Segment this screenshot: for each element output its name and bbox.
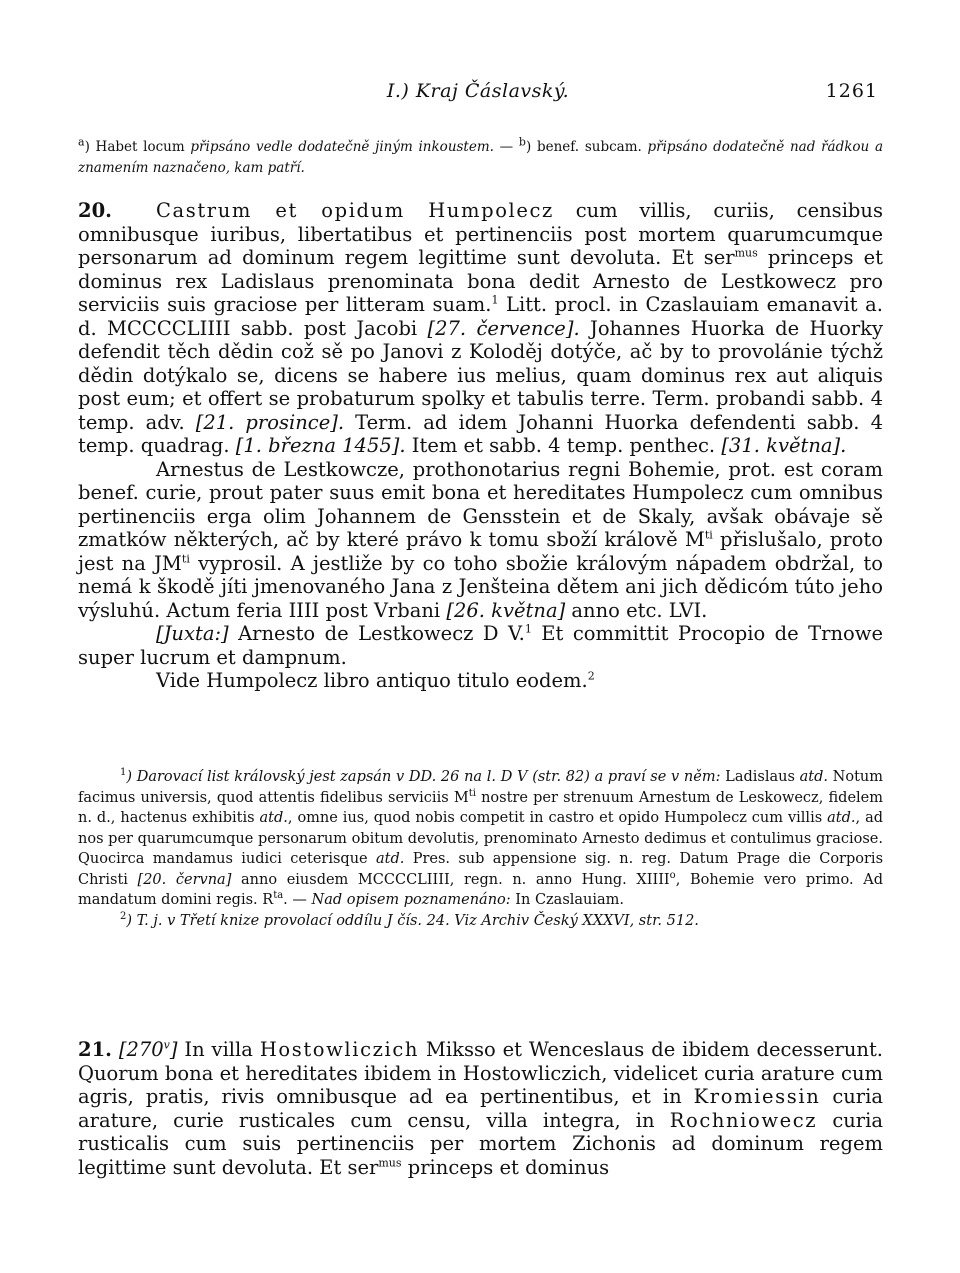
superscript: mus bbox=[734, 246, 758, 260]
note-dash: — bbox=[493, 139, 519, 155]
entry-text: Castrum et opidum Humpolecz bbox=[156, 199, 554, 222]
entry-text: Arnesto de Lestkowecz D V. bbox=[228, 622, 525, 645]
footnote-marker: 2 bbox=[120, 910, 127, 922]
footnote-italic: Nad opisem poznamenáno: bbox=[311, 892, 511, 908]
footnote-ref: 1 bbox=[491, 293, 499, 307]
page-header bbox=[78, 80, 878, 110]
footnote-ref: 1 bbox=[524, 622, 532, 636]
entry-text: curia arature, curie rusticales cum censu, villa integra, in bbox=[78, 1085, 883, 1132]
place-name: Rochniowecz bbox=[669, 1108, 818, 1132]
footnote-italic: atd. bbox=[375, 851, 405, 867]
entry-20 bbox=[78, 199, 883, 693]
footnote-text: Ladislaus bbox=[720, 769, 800, 785]
footnote-text: Pres. sub appensione sig. n. reg. Datum Prage die Corporis Christi bbox=[78, 851, 884, 888]
entry-text: In villa bbox=[177, 1038, 260, 1061]
entry-21-paragraph-1 bbox=[78, 1038, 883, 1179]
footnote-text: , omne ius, quod nobis competit in castro et opido Humpolecz cum villis bbox=[287, 810, 828, 826]
entry-20-paragraph-2 bbox=[78, 458, 883, 623]
footnote-italic: atd. bbox=[799, 769, 828, 785]
date-note: [21. prosince]. bbox=[195, 410, 345, 434]
entry-text: princeps et dominus bbox=[401, 1155, 610, 1179]
footnote-text: anno eiusdem MCCCCLIIII, regn. n. anno Hung. XIIII bbox=[231, 871, 670, 888]
footnote-text: Notum facimus universis, quod attentis fidelibus serviciis M bbox=[78, 769, 884, 806]
running-title: I.) Kraj Čáslavský. bbox=[386, 80, 570, 102]
place-name: Hostowliczich bbox=[259, 1038, 420, 1061]
footnote-text: In Czaslauiam. bbox=[510, 892, 625, 908]
entry-20-paragraph-3 bbox=[78, 622, 883, 669]
entry-text: curia rusticalis cum suis pertinenciis per mortem Zichonis ad dominum regem legittime sunt devoluta. Et ser bbox=[78, 1108, 883, 1179]
superscript: o bbox=[669, 869, 676, 881]
entry-number: 20. bbox=[78, 199, 112, 222]
note-text: ) Habet locum bbox=[84, 139, 191, 155]
date-note: [31. května]. bbox=[721, 434, 847, 457]
folio-text: [270 bbox=[118, 1038, 164, 1061]
footnote-italic: atd. bbox=[259, 810, 288, 826]
note-italic: připsáno dodatečně nad řádkou a znamením naznačeno, kam patří. bbox=[78, 139, 883, 176]
footnote-1 bbox=[78, 767, 883, 911]
entry-21 bbox=[78, 1038, 883, 1179]
superscript: mus bbox=[378, 1156, 402, 1169]
footnotes bbox=[78, 767, 883, 931]
footnote-italic: [20. června] bbox=[137, 871, 232, 888]
superscript: v bbox=[163, 1038, 170, 1052]
note-italic: připsáno vedle dodatečně jiným inkoustem. bbox=[190, 139, 494, 155]
editorial-note: [Juxta:] bbox=[156, 622, 229, 645]
date-note: [27. července]. bbox=[427, 316, 580, 340]
superscript: ta bbox=[273, 890, 284, 902]
place-name: Kromiessin bbox=[693, 1085, 821, 1108]
footnote-italic: atd. bbox=[827, 810, 856, 826]
footnote-text: . — bbox=[283, 892, 312, 908]
entry-text: Miksso et Wenceslaus de ibidem decesserunt. Quorum bona et hereditates ibidem in Hostowliczich, videlicet curia arature cum agris, pratis, rivis omnibusque ad ea pertinentibus, et in bbox=[78, 1038, 884, 1108]
folio-reference bbox=[119, 1038, 178, 1061]
entry-text: Item et sabb. 4 temp. penthec. bbox=[405, 434, 722, 457]
entry-text: Et committit Procopio de Trnowe super lucrum et dampnum. bbox=[78, 622, 883, 669]
note-marker-b: b bbox=[518, 135, 526, 149]
entry-text: Vide Humpolecz libro antiquo titulo eodem. bbox=[156, 669, 588, 692]
superscript: ti bbox=[181, 552, 190, 565]
footnote-text: nostre per strenuum Arnestum de Leskowecz, fidelem n. d., hactenus exhibitis bbox=[78, 789, 883, 826]
textual-note bbox=[78, 137, 883, 179]
note-text: ) benef. subcam. bbox=[525, 139, 648, 155]
entry-text: cum villis, curiis, censibus omnibusque iuribus, libertatibus et pertinenciis post mortem quarumcumque personarum ad dominum regem legittime sunt devoluta. Et ser bbox=[78, 199, 883, 269]
page-number: 1261 bbox=[825, 80, 878, 102]
entry-number: 21. bbox=[78, 1038, 112, 1061]
entry-20-paragraph-1 bbox=[78, 199, 883, 458]
entry-text: Johannes Huorka de Huorky defendit těch dědin což sě po Janovi z Koloděj dotýče, ač by to provolánie týchž dědin dotýkalo se, dicens se habere ius melius, quam dominus rex aut aliquis post eum; et offert se probaturum spolky et tabulis terre. Term. probandi sabb. 4 temp. adv. bbox=[78, 316, 883, 434]
entry-20-paragraph-4 bbox=[78, 669, 883, 693]
folio-text: ] bbox=[169, 1038, 178, 1061]
superscript: ti bbox=[704, 528, 713, 542]
date-note: [26. května] bbox=[446, 598, 566, 622]
entry-text: anno etc. LVI. bbox=[565, 598, 708, 622]
footnote-italic: ) Darovací list královský jest zapsán v DD. 26 na l. D V (str. 82) a praví se v něm: bbox=[126, 769, 721, 785]
entry-text: přislušalo, proto jest na JM bbox=[78, 528, 883, 575]
footnote-marker: 1 bbox=[120, 767, 127, 779]
entry-text: vyprosil. A jestliže by co toho sbožie královým nápadem obdržal, to nemá k škodě jíti jmenovaného Jana z Jenšteina dětem ani jich dědicóm túto jeho výsluhú. Actum feria IIII post Vrbani bbox=[78, 551, 884, 622]
footnote-ref: 2 bbox=[587, 669, 595, 683]
superscript: ti bbox=[468, 787, 476, 799]
entry-text: Arnestus de Lestkowcze, prothonotarius regni Bohemie, prot. est coram benef. curie, prout pater suus emit bona et hereditates Humpolecz cum omnibus pertinenciis erga olim Johannem de Gensstein et de Skaly, avšak obávaje sě zmatków některých, ač by které právo k tomu sboží králově M bbox=[78, 457, 883, 551]
note-marker-a: a bbox=[78, 135, 85, 149]
date-note: [1. března 1455]. bbox=[235, 434, 406, 457]
footnote-2 bbox=[78, 911, 883, 932]
footnote-text: , ad nos per quarumcumque personarum obitum devolutis, prenominato Arnesto dedimus et contulimus graciose. Quocirca mandamus iudici ceterisque bbox=[78, 810, 884, 867]
footnote-text: , Bohemie vero primo. Ad mandatum domini regis. R bbox=[78, 871, 883, 908]
footnote-italic: ) T. j. v Třetí knize provolací oddílu J čís. 24. Viz Archiv Český XXXVI, str. 512. bbox=[126, 912, 699, 929]
entry-text: Litt. procl. in Czaslauiam emanavit a. d. MCCCCLIIII sabb. post Jacobi bbox=[78, 293, 883, 340]
entry-text: Term. ad idem Johanni Huorka defendenti sabb. 4 temp. quadrag. bbox=[78, 410, 883, 457]
entry-text: princeps et dominus rex Ladislaus prenominata bona dedit Arnesto de Lestkowecz pro serviciis suis graciose per litteram suam. bbox=[78, 246, 883, 316]
